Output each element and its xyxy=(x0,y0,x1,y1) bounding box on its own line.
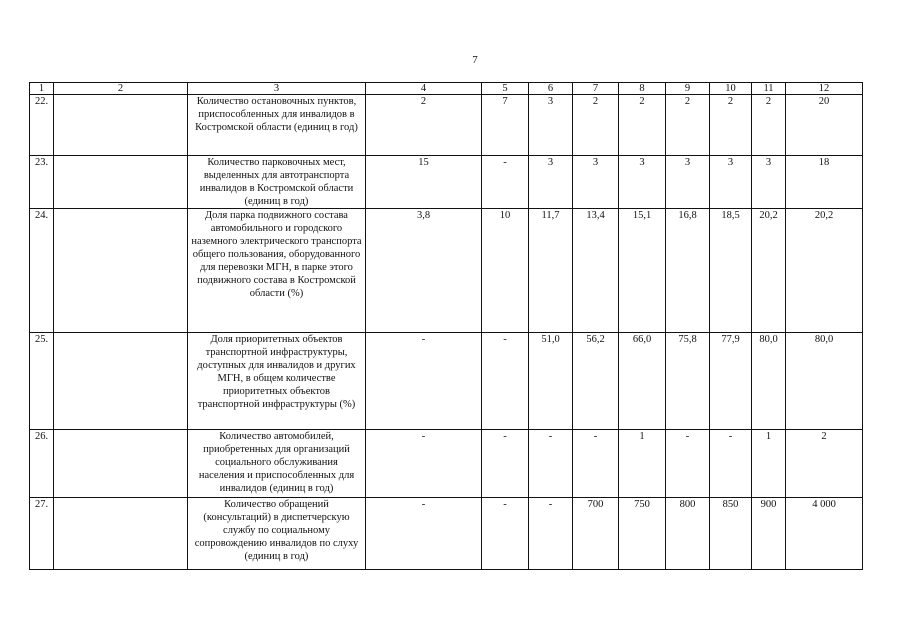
value-cell: 900 xyxy=(752,498,786,570)
value-cell: 15 xyxy=(366,156,482,209)
value-cell: 2 xyxy=(666,95,710,156)
value-cell: 850 xyxy=(710,498,752,570)
value-cell: 2 xyxy=(710,95,752,156)
value-cell: 3 xyxy=(619,156,666,209)
value-cell: - xyxy=(482,498,529,570)
table-row xyxy=(30,333,863,430)
value-cell: 3 xyxy=(666,156,710,209)
value-cell: 18 xyxy=(786,156,863,209)
value-cell: 800 xyxy=(666,498,710,570)
value-cell: 2 xyxy=(752,95,786,156)
value-cell: - xyxy=(482,430,529,498)
indicator-description: Доля парка подвижного состава автомобильного и городского наземного электрического транспорта общего пользования, оборудованного для перевозки МГН, в парке этого подвижного состава в Костромской области (%) xyxy=(188,209,366,333)
value-cell: 2 xyxy=(619,95,666,156)
value-cell: 3 xyxy=(710,156,752,209)
value-cell: 3 xyxy=(529,95,573,156)
value-cell: 750 xyxy=(619,498,666,570)
header-cell: 2 xyxy=(54,83,188,95)
row-number: 22. xyxy=(30,95,54,156)
value-cell: - xyxy=(482,333,529,430)
indicator-description: Доля приоритетных объектов транспортной инфраструктуры, доступных для инвалидов и других МГН, в общем количестве приоритетных объектов транспортной инфраструктуры (%) xyxy=(188,333,366,430)
value-cell: - xyxy=(482,156,529,209)
value-cell: 10 xyxy=(482,209,529,333)
value-cell: 80,0 xyxy=(786,333,863,430)
header-cell: 7 xyxy=(573,83,619,95)
value-cell: 1 xyxy=(619,430,666,498)
value-cell: 1 xyxy=(752,430,786,498)
row-number: 27. xyxy=(30,498,54,570)
header-cell: 12 xyxy=(786,83,863,95)
value-cell: 20,2 xyxy=(786,209,863,333)
value-cell: - xyxy=(366,333,482,430)
header-cell: 6 xyxy=(529,83,573,95)
value-cell: 2 xyxy=(366,95,482,156)
row-column-2 xyxy=(54,430,188,498)
indicator-description: Количество остановочных пунктов, приспособленных для инвалидов в Костромской области (единиц в год) xyxy=(188,95,366,156)
table-row xyxy=(30,156,863,209)
row-column-2 xyxy=(54,156,188,209)
row-column-2 xyxy=(54,209,188,333)
row-number: 23. xyxy=(30,156,54,209)
row-number: 25. xyxy=(30,333,54,430)
header-cell: 9 xyxy=(666,83,710,95)
value-cell: - xyxy=(529,498,573,570)
header-row xyxy=(30,83,863,95)
value-cell: 3 xyxy=(529,156,573,209)
value-cell: 18,5 xyxy=(710,209,752,333)
value-cell: 4 000 xyxy=(786,498,863,570)
table-body xyxy=(30,83,863,570)
value-cell: 7 xyxy=(482,95,529,156)
header-cell: 11 xyxy=(752,83,786,95)
page-number: 7 xyxy=(472,54,478,66)
value-cell: 75,8 xyxy=(666,333,710,430)
table-row xyxy=(30,209,863,333)
value-cell: 3,8 xyxy=(366,209,482,333)
value-cell: 13,4 xyxy=(573,209,619,333)
value-cell: 16,8 xyxy=(666,209,710,333)
value-cell: 11,7 xyxy=(529,209,573,333)
header-cell: 5 xyxy=(482,83,529,95)
value-cell: 80,0 xyxy=(752,333,786,430)
header-cell: 1 xyxy=(30,83,54,95)
value-cell: 66,0 xyxy=(619,333,666,430)
row-column-2 xyxy=(54,333,188,430)
value-cell: - xyxy=(710,430,752,498)
value-cell: - xyxy=(529,430,573,498)
value-cell: - xyxy=(366,430,482,498)
indicator-description: Количество обращений (консультаций) в диспетчерскую службу по социальному сопровождению инвалидов по слуху (единиц в год) xyxy=(188,498,366,570)
value-cell: 700 xyxy=(573,498,619,570)
value-cell: 3 xyxy=(752,156,786,209)
value-cell: 2 xyxy=(573,95,619,156)
value-cell: 51,0 xyxy=(529,333,573,430)
table-row xyxy=(30,430,863,498)
indicator-description: Количество автомобилей, приобретенных для организаций социального обслуживания населения и приспособленных для инвалидов (единиц в год) xyxy=(188,430,366,498)
header-cell: 3 xyxy=(188,83,366,95)
indicators-table xyxy=(29,82,863,570)
header-cell: 8 xyxy=(619,83,666,95)
value-cell: 2 xyxy=(786,430,863,498)
header-cell: 4 xyxy=(366,83,482,95)
table-row xyxy=(30,95,863,156)
value-cell: 77,9 xyxy=(710,333,752,430)
value-cell: - xyxy=(366,498,482,570)
value-cell: 20,2 xyxy=(752,209,786,333)
row-column-2 xyxy=(54,498,188,570)
indicator-description: Количество парковочных мест, выделенных для автотранспорта инвалидов в Костромской области (единиц в год) xyxy=(188,156,366,209)
row-number: 24. xyxy=(30,209,54,333)
value-cell: - xyxy=(666,430,710,498)
value-cell: 15,1 xyxy=(619,209,666,333)
row-number: 26. xyxy=(30,430,54,498)
value-cell: 3 xyxy=(573,156,619,209)
table-row xyxy=(30,498,863,570)
row-column-2 xyxy=(54,95,188,156)
value-cell: - xyxy=(573,430,619,498)
header-cell: 10 xyxy=(710,83,752,95)
value-cell: 20 xyxy=(786,95,863,156)
value-cell: 56,2 xyxy=(573,333,619,430)
